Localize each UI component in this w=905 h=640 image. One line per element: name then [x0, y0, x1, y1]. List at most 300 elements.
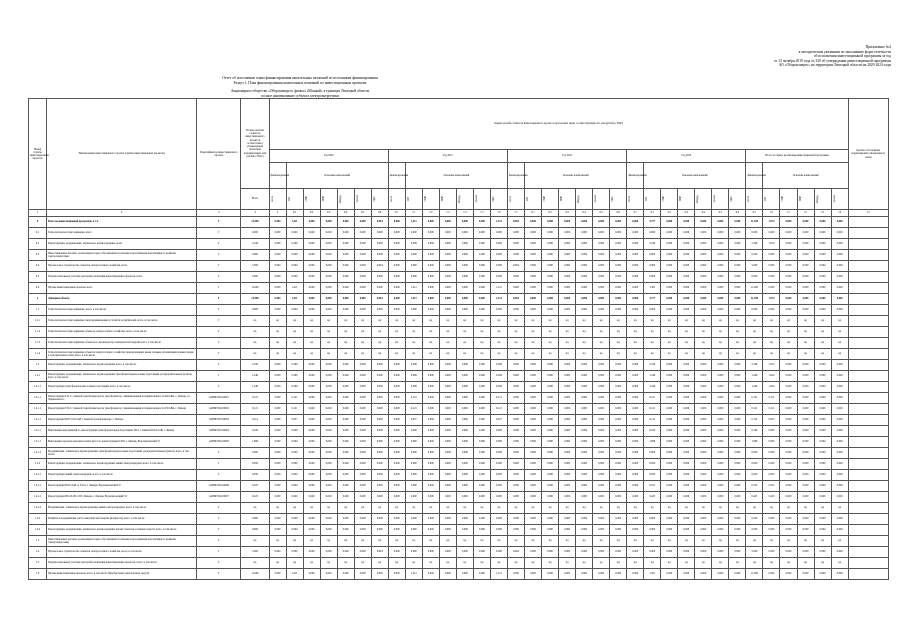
table-row [29, 239, 889, 250]
row-value: 0,000 [473, 525, 490, 536]
row-id: G2ЮЧ7002-00005 [197, 437, 241, 448]
table-row [29, 536, 889, 547]
row-value: 0,000 [422, 470, 439, 481]
row-value: 0,000 [678, 272, 695, 283]
row-value: 0,000 [831, 415, 848, 426]
row-value: 0,000 [286, 525, 303, 536]
row-value: 0,000 [525, 393, 542, 404]
row-value: 0,000 [320, 371, 337, 382]
row-value: 0,000 [593, 448, 610, 459]
row-note [848, 316, 888, 327]
row-value: 0,000 [814, 448, 831, 459]
row-total: 0,425 [241, 492, 269, 503]
row-value: 0,000 [831, 525, 848, 536]
row-value: 0,000 [610, 492, 627, 503]
sub-col-header [303, 189, 320, 210]
row-value: нд [797, 327, 814, 338]
row-value: 0,000 [678, 217, 695, 228]
row-name: Прочие инвестиционные проекты, всего, в том числе: Приобретение транспортных средств [47, 569, 197, 580]
row-value: 0,000 [388, 569, 405, 580]
row-value: 0,000 [627, 217, 644, 228]
row-value: нд [729, 503, 746, 514]
table-row [29, 448, 889, 459]
row-value: 0,000 [576, 360, 593, 371]
sub-col-header [814, 189, 831, 210]
row-name: Реконструкция линий электропередачи, всего, в том числе: [47, 470, 197, 481]
row-id: Г [197, 250, 241, 261]
row-value: 0,000 [354, 514, 371, 525]
row-value: нд [797, 558, 814, 569]
table-row [29, 547, 889, 558]
row-value: 0,000 [422, 360, 439, 371]
row-value: 0,000 [439, 525, 456, 536]
row-value: нд [269, 558, 286, 569]
row-value: 0,000 [729, 514, 746, 525]
row-value: 0,000 [712, 492, 729, 503]
row-value: 0,000 [320, 437, 337, 448]
sub-col-label: всего [270, 196, 274, 202]
row-value: 0,000 [542, 569, 559, 580]
row-value: 0,000 [763, 547, 780, 558]
row-total: 0,000 [241, 305, 269, 316]
row-value: 0,121 [490, 393, 507, 404]
row-value: 0,000 [525, 492, 542, 503]
row-value: 0,000 [354, 481, 371, 492]
row-value: 0,000 [559, 239, 576, 250]
table-row [29, 492, 889, 503]
year-header: Год 2020 [269, 150, 388, 163]
row-value: 0,000 [507, 393, 524, 404]
row-value: нд [490, 338, 507, 349]
row-total: 0,000 [241, 272, 269, 283]
row-value: 0,000 [286, 228, 303, 239]
row-value: нд [269, 536, 286, 547]
row-value: 0,000 [507, 283, 524, 294]
row-value: 0,000 [422, 217, 439, 228]
row-value: 0,000 [456, 448, 473, 459]
row-value: нд [729, 536, 746, 547]
sub-col-header [763, 189, 780, 210]
row-value: нд [405, 327, 422, 338]
row-value: 0,000 [507, 448, 524, 459]
row-value: 0,000 [831, 481, 848, 492]
row-value: 0,000 [559, 426, 576, 437]
row-total: 14,489 [241, 217, 269, 228]
row-note [848, 360, 888, 371]
row-value: 0,000 [303, 371, 320, 382]
row-value: нд [644, 349, 661, 360]
row-value: 0,000 [593, 272, 610, 283]
row-value: нд [303, 316, 320, 327]
row-value: 0,057 [490, 415, 507, 426]
plan-header: финансирования [269, 163, 286, 189]
row-value: 0,000 [507, 525, 524, 536]
row-value: нд [337, 349, 354, 360]
plan-header: Освоение капвложений [286, 163, 388, 189]
row-value: 0,000 [507, 514, 524, 525]
row-value: нд [422, 338, 439, 349]
row-value: 0,000 [354, 371, 371, 382]
row-value: 0,000 [746, 448, 763, 459]
row-value: нд [695, 327, 712, 338]
row-value: 0,904 [507, 217, 524, 228]
row-value: 0,000 [525, 448, 542, 459]
row-value: 0,000 [507, 250, 524, 261]
row-name: Реконструкция, модернизация, техническое перевооружение трансформаторных и иных подстанций, распределительных пунктов, всего, в том числе: [47, 371, 197, 382]
row-value: 0,000 [354, 448, 371, 459]
row-value: 0,000 [576, 294, 593, 305]
row-value: нд [831, 316, 848, 327]
row-value: 0,000 [763, 525, 780, 536]
row-total: 5,000 [241, 547, 269, 558]
row-value: 0,904 [507, 261, 524, 272]
row-value: нд [559, 536, 576, 547]
row-value: 0,000 [797, 294, 814, 305]
row-value: 0,000 [661, 492, 678, 503]
row-value: нд [780, 503, 797, 514]
row-value: 0,000 [388, 261, 405, 272]
table-row [29, 305, 889, 316]
sub-col-header [627, 189, 644, 210]
sub-col-header [388, 189, 405, 210]
row-value: нд [456, 338, 473, 349]
row-value: 0,425 [644, 492, 661, 503]
row-value: 0,000 [729, 437, 746, 448]
row-value: 0,000 [780, 382, 797, 393]
row-value: 0,000 [593, 261, 610, 272]
col-header-number: Номер группы инвестиционных проектов [29, 99, 47, 210]
row-value: 0,114 [644, 415, 661, 426]
row-value: нд [354, 327, 371, 338]
row-value: 0,000 [627, 569, 644, 580]
row-value: нд [678, 338, 695, 349]
row-value: 0,000 [286, 272, 303, 283]
row-value: 0,000 [269, 470, 286, 481]
sub-col-header [507, 189, 524, 210]
row-value: 0,000 [320, 294, 337, 305]
row-value: 0,904 [269, 217, 286, 228]
row-value: 0,000 [439, 415, 456, 426]
row-value: 0,000 [661, 305, 678, 316]
row-value: 0,000 [661, 371, 678, 382]
row-number: 1.2.2 [29, 459, 47, 470]
row-value: 0,000 [388, 415, 405, 426]
row-value: 0,000 [303, 569, 320, 580]
row-value: 0,000 [320, 514, 337, 525]
col-number: 7.1 [405, 210, 422, 217]
sub-col-label: ПНР [560, 196, 564, 202]
row-value: 0,000 [422, 426, 439, 437]
row-value: нд [797, 316, 814, 327]
row-value: нд [507, 503, 524, 514]
row-value: 0,000 [354, 250, 371, 261]
row-value: 0,000 [729, 415, 746, 426]
row-value: 0,000 [780, 470, 797, 481]
row-value: 0,000 [542, 294, 559, 305]
row-value: 0,000 [610, 448, 627, 459]
row-value: 11,000 [746, 283, 763, 294]
row-value: 0,000 [831, 371, 848, 382]
row-value: 0,000 [695, 272, 712, 283]
row-value: 1,411 [490, 217, 507, 228]
row-value: 0,000 [593, 371, 610, 382]
row-id: Г [197, 239, 241, 250]
row-value: 0,000 [831, 261, 848, 272]
row-value: нд [320, 327, 337, 338]
row-value: 0,000 [627, 437, 644, 448]
row-value: 3,777 [644, 294, 661, 305]
row-value: 0,000 [797, 371, 814, 382]
row-value: 0,000 [405, 525, 422, 536]
row-value: 0,000 [286, 470, 303, 481]
row-value: 1,411 [405, 294, 422, 305]
row-value: 0,000 [439, 393, 456, 404]
row-value: 0,000 [712, 481, 729, 492]
row-id: Г [197, 338, 241, 349]
row-value: нд [371, 316, 388, 327]
row-number: 1.4 [29, 547, 47, 558]
row-value: 0,000 [814, 437, 831, 448]
row-value: 0,000 [542, 448, 559, 459]
row-name: Прочее новое строительство объектов электросетевого хозяйства, всего, в том числе: [47, 547, 197, 558]
row-value: 0,904 [507, 294, 524, 305]
sub-col-header [456, 189, 473, 210]
row-value: нд [388, 349, 405, 360]
row-value: 0,000 [831, 404, 848, 415]
row-value: 0,000 [661, 239, 678, 250]
row-number: 1.6 [29, 569, 47, 580]
row-value: нд [439, 536, 456, 547]
row-total: нд [241, 349, 269, 360]
row-value: нд [337, 558, 354, 569]
row-value: 0,000 [576, 371, 593, 382]
row-value: 0,000 [542, 217, 559, 228]
row-value: 0,000 [490, 459, 507, 470]
row-value: 0,160 [746, 426, 763, 437]
row-value: 0,000 [644, 228, 661, 239]
row-value: 0,000 [286, 547, 303, 558]
row-id: G2ЮЧ7002-00002 [197, 404, 241, 415]
row-value: 0,000 [422, 415, 439, 426]
row-value: 0,000 [814, 525, 831, 536]
row-value: 0,000 [439, 360, 456, 371]
col-number: 8.6 [610, 210, 627, 217]
row-value: 0,121 [405, 404, 422, 415]
row-value: 0,000 [456, 360, 473, 371]
plan-header: финансирования [746, 163, 763, 189]
table-row [29, 250, 889, 261]
row-value: 0,000 [661, 459, 678, 470]
row-value: нд [746, 327, 763, 338]
row-value: 0,000 [610, 228, 627, 239]
row-value: 0,000 [593, 459, 610, 470]
row-value: 0,000 [422, 459, 439, 470]
row-value: 0,000 [593, 569, 610, 580]
row-value: нд [763, 316, 780, 327]
row-value: 0,000 [337, 360, 354, 371]
row-value: 0,299 [286, 239, 303, 250]
row-value: 0,000 [303, 283, 320, 294]
row-value: нд [814, 503, 831, 514]
row-value: 0,000 [831, 448, 848, 459]
row-value: 0,000 [320, 250, 337, 261]
row-value: 0,000 [405, 448, 422, 459]
row-value: 0,000 [490, 547, 507, 558]
row-value: 0,000 [354, 426, 371, 437]
row-value: 0,000 [320, 426, 337, 437]
table-row [29, 569, 889, 580]
row-value: 0,000 [610, 294, 627, 305]
row-value: нд [286, 349, 303, 360]
row-value: 0,000 [661, 250, 678, 261]
year-header: Год 2021 [388, 150, 507, 163]
row-value: 0,000 [610, 437, 627, 448]
row-value: нд [542, 536, 559, 547]
row-value: 0,000 [610, 371, 627, 382]
sub-col-header [269, 189, 286, 210]
row-value: 0,000 [814, 514, 831, 525]
row-value: нд [797, 338, 814, 349]
table-row [29, 217, 889, 228]
sub-col-label: оборуд. [457, 194, 461, 204]
row-value: 0,000 [610, 459, 627, 470]
row-value: нд [797, 349, 814, 360]
row-value: 0,000 [439, 448, 456, 459]
row-total: 11,000 [241, 283, 269, 294]
row-name: Инвестиционные проекты, реализация которых обуславливается схемами и программами перспективного развития электроэнергетики [47, 250, 197, 261]
row-value: 0,000 [627, 294, 644, 305]
row-value: 0,000 [627, 415, 644, 426]
row-value: 0,000 [610, 250, 627, 261]
row-value: 0,000 [542, 514, 559, 525]
row-value: 0,000 [797, 261, 814, 272]
row-value: 1,246 [746, 382, 763, 393]
row-id: Г [197, 382, 241, 393]
row-value: 0,000 [780, 228, 797, 239]
row-value: 0,904 [371, 261, 388, 272]
row-value: нд [490, 316, 507, 327]
col-number: 5 [269, 210, 286, 217]
row-value: 0,000 [695, 250, 712, 261]
row-value: 0,000 [490, 305, 507, 316]
row-id: Г [197, 547, 241, 558]
row-value: 0,000 [610, 404, 627, 415]
row-value: нд [337, 536, 354, 547]
row-value: нд [422, 349, 439, 360]
row-value: 0,000 [473, 459, 490, 470]
row-value: нд [439, 349, 456, 360]
row-value: 0,000 [525, 459, 542, 470]
row-value: нд [371, 536, 388, 547]
row-value: нд [337, 327, 354, 338]
row-value: 1,581 [644, 569, 661, 580]
table-row [29, 294, 889, 305]
year-header: Год 2022 [507, 150, 626, 163]
row-value: нд [763, 327, 780, 338]
row-value: 0,000 [320, 547, 337, 558]
sub-col-label: прочее [594, 195, 598, 203]
row-id: Г [197, 558, 241, 569]
row-value: 0,000 [729, 360, 746, 371]
row-value: 0,000 [712, 459, 729, 470]
row-value: 0,000 [797, 404, 814, 415]
row-value: 0,000 [525, 283, 542, 294]
row-name: Технологическое присоединение, всего, в том числе: [47, 305, 197, 316]
row-value: 0,000 [405, 481, 422, 492]
row-value: нд [780, 558, 797, 569]
row-id: Г [197, 503, 241, 514]
row-value: 0,000 [371, 459, 388, 470]
col-number: 12 [797, 210, 814, 217]
row-value: 0,000 [661, 426, 678, 437]
header-right-line: от 13 октября 2019 года № 320 об утверждении инвестиционной программы [774, 58, 891, 63]
row-value: 0,000 [439, 437, 456, 448]
row-number: 1 [29, 294, 47, 305]
row-number: 1.2 [29, 360, 47, 371]
row-value: 0,000 [405, 426, 422, 437]
row-value: 0,000 [388, 437, 405, 448]
row-value: нд [422, 327, 439, 338]
sub-col-header [405, 189, 422, 210]
row-value: 0,000 [661, 415, 678, 426]
col-number: 6.6 [371, 210, 388, 217]
row-value: 0,000 [422, 283, 439, 294]
row-name: Реконструкция ВЛ-0,4 кВ от ТП-4, г. Липецк, Ворошиловский ГО [47, 481, 197, 492]
row-id: Г [197, 283, 241, 294]
row-value: 0,000 [576, 569, 593, 580]
row-id: G2ЮЧ7002-00004 [197, 426, 241, 437]
row-value: нд [405, 536, 422, 547]
row-name: Покупка земельных участков для целей реализации инвестиционных проектов, всего [47, 272, 197, 283]
row-value: 0,000 [729, 470, 746, 481]
row-value: 0,160 [644, 426, 661, 437]
row-value: 0,000 [814, 305, 831, 316]
row-value: 0,000 [303, 426, 320, 437]
col-number: 2 [47, 210, 197, 217]
row-value: 0,000 [712, 217, 729, 228]
row-value: 0,000 [354, 382, 371, 393]
row-value: 0,000 [320, 448, 337, 459]
row-value: 0,000 [627, 283, 644, 294]
row-value: нд [405, 558, 422, 569]
col-number: 7.2 [422, 210, 439, 217]
row-value: 0,000 [507, 459, 524, 470]
row-total: 0,000 [241, 448, 269, 459]
row-value: 0,000 [354, 404, 371, 415]
row-value: 0,904 [371, 294, 388, 305]
row-value: 0,000 [371, 272, 388, 283]
row-value: нд [576, 338, 593, 349]
sub-col-header [439, 189, 456, 210]
row-name: Реконструкция, модернизация, техническое перевооружение линий электропередачи, всего, в том числе: [47, 459, 197, 470]
row-value: нд [337, 503, 354, 514]
row-value: 0,000 [490, 426, 507, 437]
sub-col-header [610, 189, 627, 210]
row-value: 0,000 [729, 228, 746, 239]
row-value: нд [814, 349, 831, 360]
row-value: 0,000 [593, 360, 610, 371]
row-value: 0,000 [525, 382, 542, 393]
row-value: 0,000 [371, 382, 388, 393]
row-value: 0,000 [610, 525, 627, 536]
row-value: 0,000 [456, 514, 473, 525]
row-value: 0,000 [593, 283, 610, 294]
document-header-right [591, 45, 891, 68]
row-value: 0,000 [576, 448, 593, 459]
row-value: 0,000 [814, 415, 831, 426]
row-number: 1.1.2 [29, 327, 47, 338]
row-value: 0,000 [388, 492, 405, 503]
